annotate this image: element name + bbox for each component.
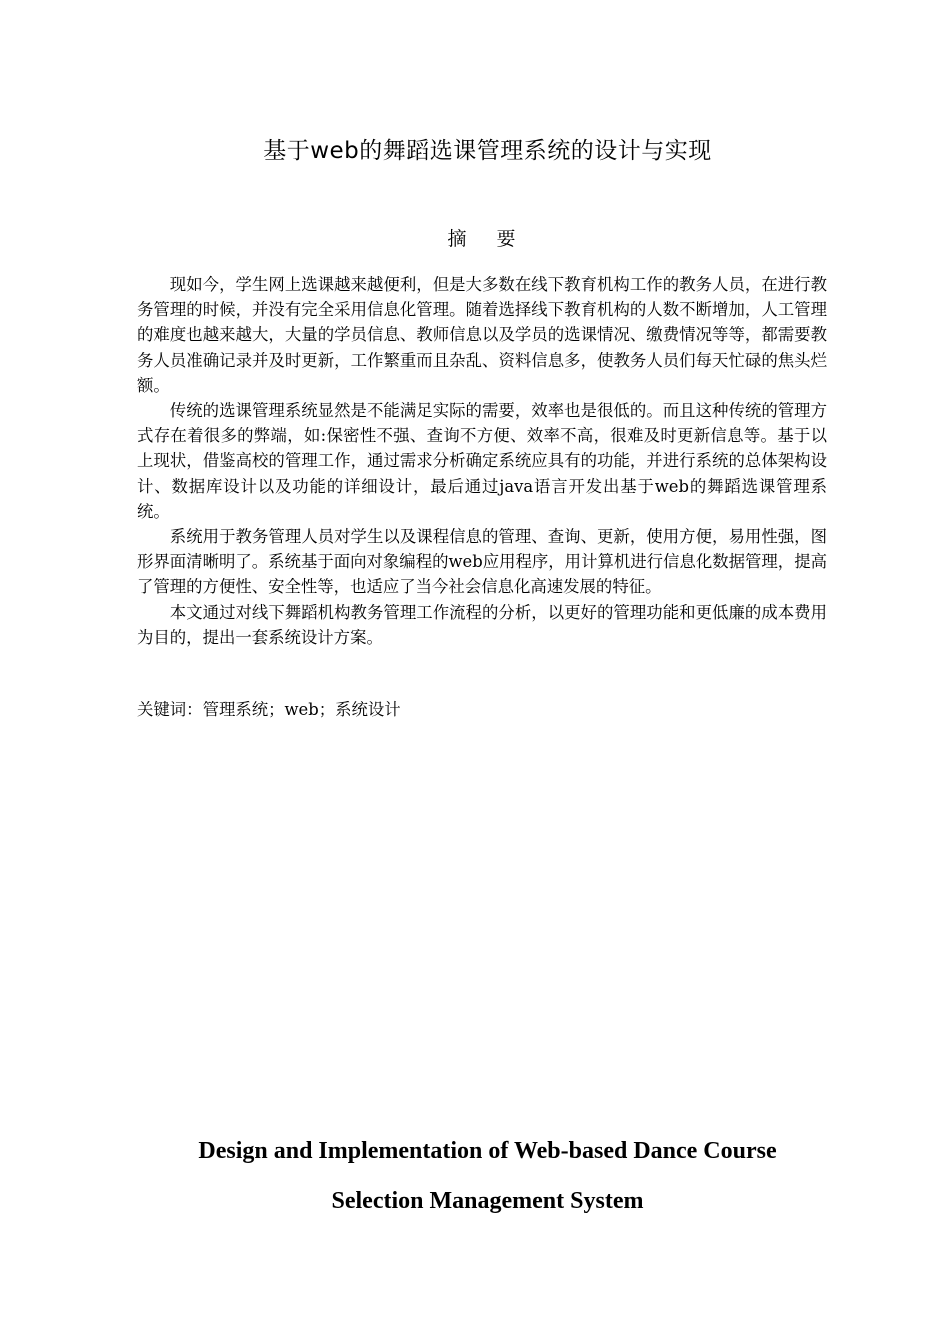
english-title-line-2: Selection Management System: [331, 1188, 644, 1214]
chinese-title: 基于web的舞蹈选课管理系统的设计与实现: [263, 138, 712, 164]
abstract-body: [137, 272, 827, 650]
abstract-paragraph: 传统的选课管理系统显然是不能满足实际的需要，效率也是很低的。而且这种传统的管理方式存在着很多的弊端，如:保密性不强、查询不方便、效率不高，很难及时更新信息等。基于以上现状，借鉴高校的管理工作，通过需求分析确定系统应具有的功能，并进行系统的总体架构设计、数据库设计以及功能的详细设计，最后通过java语言开发出基于web的舞蹈选课管理系统。: [137, 401, 827, 521]
keywords-label: 关键词：: [137, 700, 203, 719]
abstract-heading: 摘 要: [447, 228, 528, 250]
english-title: [0, 1126, 950, 1226]
abstract-paragraph: 现如今，学生网上选课越来越便利，但是大多数在线下教育机构工作的教务人员，在进行教务管理的时候，并没有完全采用信息化管理。随着选择线下教育机构的人数不断增加，人工管理的难度也越来越大，大量的学员信息、教师信息以及学员的选课情况、缴费情况等等，都需要教务人员准确记录并及时更新，工作繁重而且杂乱、资料信息多，使教务人员们每天忙碌的焦头烂额。: [137, 275, 827, 395]
abstract-paragraph: 系统用于教务管理人员对学生以及课程信息的管理、查询、更新，使用方便，易用性强，图形界面清晰明了。系统基于面向对象编程的web应用程序，用计算机进行信息化数据管理，提高了管理的方便性、安全性等，也适应了当今社会信息化高速发展的特征。: [137, 527, 827, 597]
abstract-paragraph: 本文通过对线下舞蹈机构教务管理工作流程的分析，以更好的管理功能和更低廉的成本费用为目的，提出一套系统设计方案。: [137, 602, 827, 647]
keywords-line: [137, 697, 827, 722]
english-title-line-1: Design and Implementation of Web-based Dance Course: [198, 1138, 777, 1164]
keywords-value: 管理系统；web；系统设计: [202, 700, 401, 719]
